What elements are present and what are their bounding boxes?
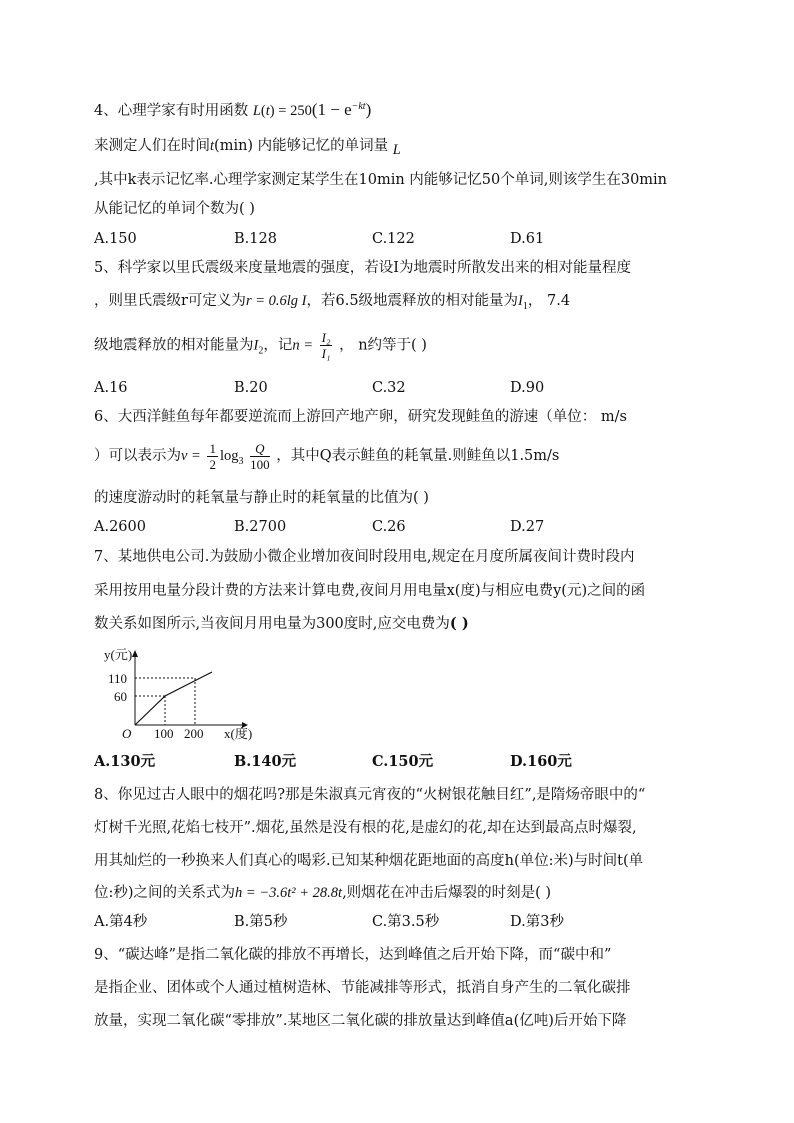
q9-line3: 放量，实现二氧化碳“零排放”.某地区二氧化碳的排放量达到峰值a(亿吨)后开始下降 [94,1013,627,1029]
q5-option-c[interactable]: C.32 [372,380,406,396]
q4-option-c[interactable]: C.122 [372,231,415,247]
q8-option-b[interactable]: B.第5秒 [234,914,288,930]
q5-line3: 级地震释放的相对能量为$I_2$，记n = $\frac{\text{I₂}}{\text{I₁}}$ ， n约等于( ) [94,330,427,361]
q8-line2: 灯树千光照,花焰七枝开”.烟花,虽然是没有根的花,是虚幻的花,却在达到最高点时爆裂, [94,820,637,836]
q4-option-a[interactable]: A.150 [94,231,137,247]
q7-option-c[interactable]: C.150元 [372,753,434,770]
q6-option-c[interactable]: C.26 [372,519,406,535]
q6-line2: ）可以表示为v = $\frac{1}{2}$ $\log_3$ $\frac{Q}{100}$ ，其中Q表示鲑鱼的耗氧量.则鲑鱼以1.5m/s [94,440,560,472]
q9-line2: 是指企业、团体或个人通过植树造林、节能减排等形式，抵消自身产生的二氧化碳排 [94,980,631,996]
q7-line1: 7、某地供电公司.为鼓励小微企业增加夜间时段用电,规定在月度所属夜间计费时段内 [94,549,635,565]
q5-option-a[interactable]: A.16 [94,380,128,396]
q9-line1: 9、“碳达峰”是指二氧化碳的排放不再增长，达到峰值之后开始下降，而“碳中和” [94,947,612,963]
q7-option-d[interactable]: D.160元 [510,753,572,770]
q5-option-b[interactable]: B.20 [234,380,268,396]
y-tick-60: 60 [114,689,127,704]
q7-line3: 数关系如图所示,当夜间月用电量为300度时,应交电费为( ) [94,615,469,632]
q8-option-a[interactable]: A.第4秒 [94,914,148,930]
q6-option-b[interactable]: B.2700 [234,519,287,535]
q5-line1: 5、科学家以里氏震级来度量地震的强度，若设I为地震时所散发出来的相对能量程度 [94,260,631,276]
q6-fraction-half: $\frac{1}{2}$ [209,440,216,472]
x-axis-label: x(度) [224,726,253,741]
q4-line4: 从能记忆的单词个数为( ) [94,201,255,217]
q6-line3: 的速度游动时的耗氧量与静止时的耗氧量的比值为( ) [94,490,429,506]
q7-line2: 采用按用电量分段计费的方法来计算电费,夜间月用电量x(度)与相应电费y(元)之间的函 [94,583,646,599]
q4-line3: ,其中k表示记忆率.心理学家测定某学生在10min 内能够记忆50个单词,则该学生在30min [94,172,668,188]
q4-line2: 来测定人们在时间t(min) 内能够记忆的单词量 L [94,138,401,158]
q7-option-b[interactable]: B.140元 [234,753,297,770]
q8-line4: 位:秒)之间的关系式为h = −3.6t² + 28.8t,则烟花在冲击后爆裂的时刻是( ) [94,885,552,901]
q4-option-b[interactable]: B.128 [234,231,277,247]
q7-option-a[interactable]: A.130元 [94,753,156,770]
q8-option-c[interactable]: C.第3.5秒 [372,914,440,930]
x-tick-200: 200 [184,726,204,741]
q4-option-d[interactable]: D.61 [510,231,545,247]
x-tick-100: 100 [154,726,174,741]
q8-line3: 用其灿烂的一秒换来人们真心的喝彩.已知某种烟花距地面的高度h(单位:米)与时间t(单 [94,853,644,869]
q6-line1: 6、大西洋鲑鱼每年都要逆流而上游回产地产卵，研究发现鲑鱼的游速（单位： m/s [94,409,627,425]
q6-option-a[interactable]: A.2600 [94,519,146,535]
function-line [135,672,212,725]
q5-line2: ，则里氏震级r可定义为r = 0.6lg I，若6.5级地震释放的相对能量为$I_1$， 7.4 [94,293,571,312]
q5-fraction: $\frac{\text{I₂}}{\text{I₁}}$ [321,330,331,361]
q4-line1: 4、心理学家有时用函数 $L(t) = 250(1 - e^{-kt})$ [94,99,372,119]
y-tick-110: 110 [108,671,128,686]
q8-line1: 8、你见过古人眼中的烟花吗?那是朱淑真元宵夜的“火树银花触目红”,是隋炀帝眼中的“ [94,787,646,803]
origin-label: O [122,726,132,741]
q5-option-d[interactable]: D.90 [510,380,545,396]
y-axis-label: y(元) [104,647,133,662]
q6-fraction-q: $\frac{Q}{100}$ [250,440,270,472]
q6-option-d[interactable]: D.27 [510,519,545,535]
q7-function-graph [92,645,272,745]
q8-option-d[interactable]: D.第3秒 [510,914,564,930]
y-axis-arrow-icon [132,650,138,657]
